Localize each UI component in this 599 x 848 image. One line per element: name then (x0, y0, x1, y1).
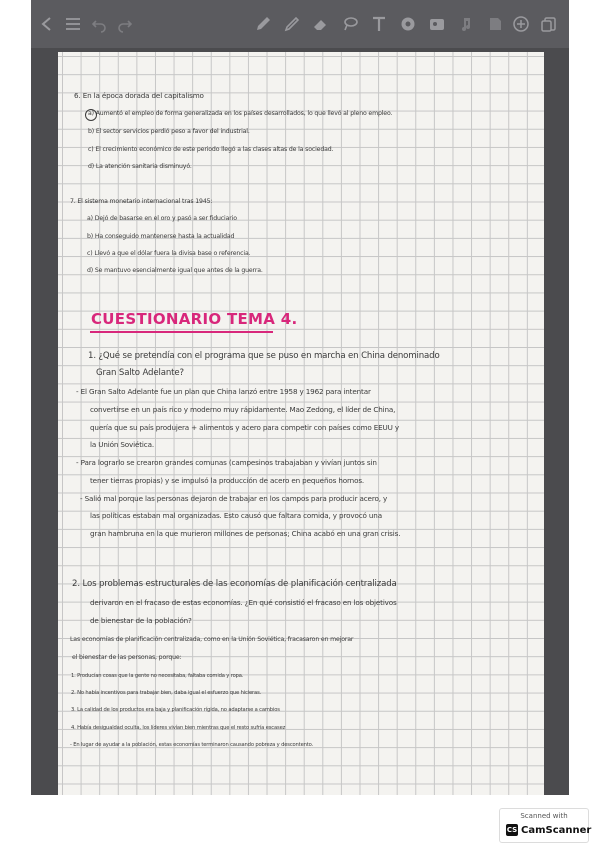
add-page-icon[interactable] (511, 14, 531, 34)
s2-reason: 2. No había incentivos para trabajar bien, daba igual el esfuerzo que hicieras. (71, 690, 262, 696)
s2-intro-line: Las economías de planificación centralizada, como en la Unión Soviética, fracasaron en mejorar (70, 636, 354, 643)
s2-question-line-3: de bienestar de la población? (90, 616, 192, 625)
camscanner-name: CamScanner (521, 824, 592, 836)
s2-reason: - En lugar de ayudar a la población, estas economías terminaron causando pobreza y descontento. (70, 742, 314, 748)
s1-answer-line: convertirse en un país rico y moderno muy rápidamente. Mao Zedong, el líder de China, (90, 405, 396, 414)
s2-intro-line: el bienestar de las personas, porque: (72, 654, 182, 661)
s1-answer-line: la Unión Soviética. (90, 440, 154, 449)
shapes-icon[interactable] (398, 14, 418, 34)
toolbar-left (37, 14, 135, 34)
toolbar (31, 0, 569, 48)
s1-answer-line: tener tierras propias) y se impulsó la producción de acero en pequeños hornos. (90, 476, 365, 485)
s1-answer-line: las políticas estaban mal organizadas. Esto causó que faltara comida, y provocó una (90, 511, 382, 520)
image-icon[interactable] (427, 14, 447, 34)
menu-icon[interactable] (63, 14, 83, 34)
scanned-with-label: Scanned with (520, 812, 568, 820)
s1-answer-line: - El Gran Salto Adelante fue un plan que China lanzó entre 1958 y 1962 para intentar (76, 387, 371, 396)
q7-option-a: a) Dejó de basarse en el oro y pasó a ser fiduciario (87, 215, 237, 222)
s1-question-line-1: 1. ¿Qué se pretendía con el programa que se puso en marcha en China denominado (88, 351, 440, 361)
sticker-icon[interactable] (485, 14, 505, 34)
s2-reason: 3. La calidad de los productos era baja y planificación rígida, no adaptarse a cambios (71, 707, 280, 713)
q6-option-d: d) La atención sanitaria disminuyó. (88, 163, 192, 170)
q7-question: 7. El sistema monetario internacional tras 1945: (70, 198, 213, 205)
s1-answer-line: - Salió mal porque las personas dejaron de trabajar en los campos para producir acero, y (80, 494, 388, 503)
back-chevron-icon[interactable] (37, 14, 57, 34)
s1-answer-line: quería que su país produjera + alimentos y acero para competir con países como EEUU y (90, 423, 400, 432)
pages-icon[interactable] (539, 14, 559, 34)
q7-option-d: d) Se mantuvo esencialmente igual que antes de la guerra. (87, 267, 263, 274)
s1-answer-line: - Para lograrlo se crearon grandes comunas (campesinos trabajaban y vivían juntos sin (76, 458, 377, 467)
toolbar-tools (253, 14, 505, 34)
page-title: CUESTIONARIO TEMA 4. (91, 310, 298, 328)
s2-question-line-1: 2. Los problemas estructurales de las economías de planificación centralizada (72, 579, 397, 589)
s2-reason: 4. Había desigualdad oculta, los líderes vivían bien mientras que el resto sufría escasez (71, 725, 286, 731)
s1-answer-line: gran hambruna en la que murieron millones de personas; China acabó en una gran crisis. (90, 529, 401, 538)
badge-brand (506, 824, 591, 836)
camscanner-badge (499, 808, 592, 843)
text-icon[interactable] (369, 14, 389, 34)
q6-question: 6. En la época dorada del capitalismo (74, 91, 204, 100)
pencil-icon[interactable] (282, 14, 302, 34)
q6-option-a: a) Aumentó el empleo de forma generalizada en los países desarrollados, lo que llevó al pleno empleo. (88, 110, 393, 117)
undo-icon[interactable] (89, 14, 109, 34)
q7-option-c: c) Llevó a que el dólar fuera la divisa base o referencia. (87, 250, 251, 257)
s2-question-line-2: derivaron en el fracaso de estas economías. ¿En qué consistió el fracaso en los objetivos (90, 598, 397, 607)
redo-icon[interactable] (115, 14, 135, 34)
camscanner-logo-icon: CS (506, 826, 518, 834)
pen-icon[interactable] (253, 14, 273, 34)
audio-icon[interactable] (456, 14, 476, 34)
q6-option-b: b) El sector servicios perdió peso a favor del industrial. (88, 128, 250, 135)
eraser-icon[interactable] (311, 14, 331, 34)
s1-question-line-2: Gran Salto Adelante? (96, 368, 184, 378)
lasso-icon[interactable] (340, 14, 360, 34)
toolbar-right (511, 14, 559, 34)
q7-option-b: b) Ha conseguido mantenerse hasta la actualidad (87, 233, 235, 240)
s2-reason: 1. Producían cosas que la gente no necesitaba, faltaba comida y ropa. (71, 673, 244, 679)
title-underline (90, 331, 273, 333)
q6-option-c: c) El crecimiento económico de este periodo llegó a las clases altas de la sociedad. (88, 146, 334, 153)
